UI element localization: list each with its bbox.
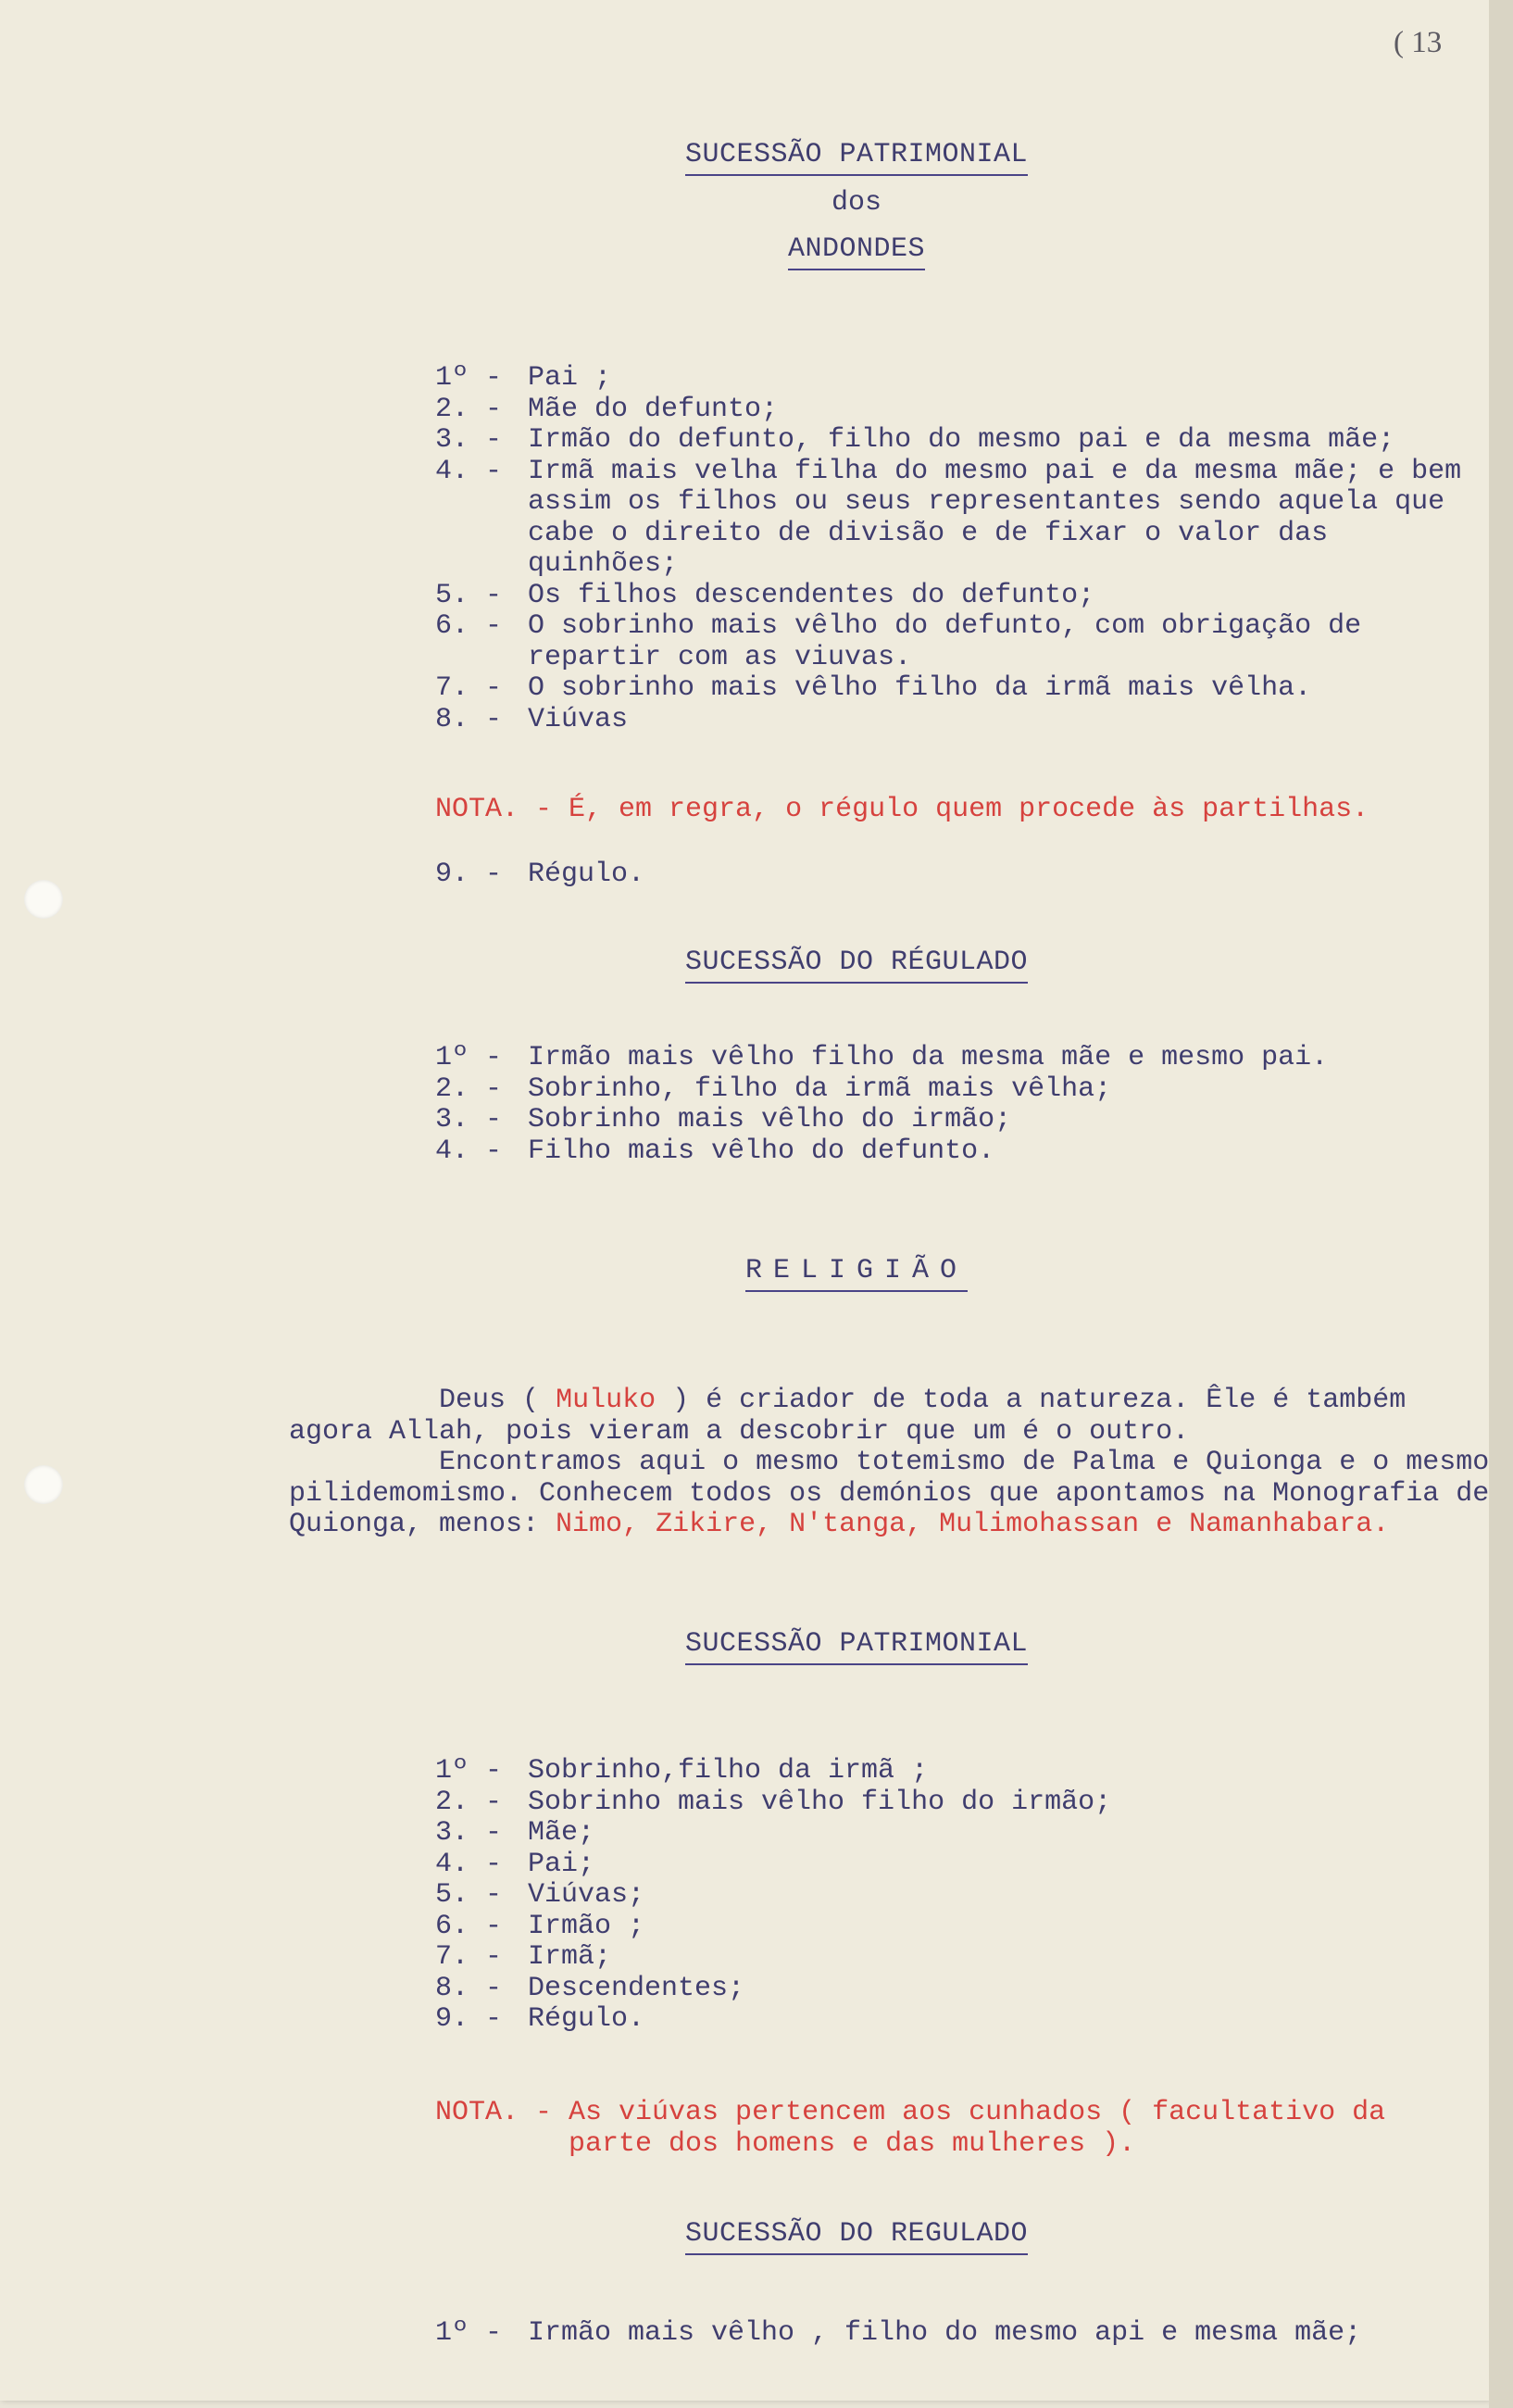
note-text: É, em regra, o régulo quem procede às partilhas. [569,794,1369,825]
list-item: 3. - Irmão do defunto, filho do mesmo pai e da mesma mãe; [435,424,1395,456]
section-title-andondes: ANDONDES [0,233,1513,265]
list-item: 7. - O sobrinho mais vêlho filho da irmã mais vêlha. [435,672,1312,704]
succession-list-item9 [435,859,1500,891]
note-viuvas [435,2098,1430,2160]
list-item: 1º - Sobrinho,filho da irmã ; [435,1755,929,1787]
punch-hole [24,880,63,919]
list-item: 3. - Sobrinho mais vêlho do irmão; [435,1104,1012,1135]
succession-list-regulado [435,1043,1500,1167]
note-text: As viúvas pertencem aos cunhados ( facultativo da parte dos homens e das mulheres ). [569,2097,1403,2160]
list-item: 6. - Irmão ; [435,1910,645,1942]
demons-list: Nimo, Zikire, N'tanga, Mulimohassan e Namanhabara. [556,1509,1390,1540]
page-number: ( 13 [1394,26,1443,59]
section-title-patrimonial-2: SUCESSÃO PATRIMONIAL [0,1628,1513,1660]
list-item: 5. - Os filhos descendentes do defunto; [435,579,1095,611]
punch-hole [24,1465,63,1504]
page-edge [1489,0,1513,2408]
list-item: 7. - Irmã; [435,1941,612,1973]
section-title-religiao: RELIGIÃO [0,1255,1513,1286]
list-item: 8. - Descendentes; [435,1972,745,2004]
note-partilhas [435,795,1448,826]
succession-list-patrimonial-2 [435,1756,1500,2036]
religion-paragraph-2: Encontramos aqui o mesmo totemismo de Palma e Quionga e o mesmo pilidemomismo. Conhecem todos os demónios que apontamos na Monografia de Quionga, menos: Nimo, Zikire, N'tanga, Mulimohassan e Namanhabara. [289,1447,1507,1540]
religion-paragraph-1: Deus ( Muluko ) é criador de toda a natureza. Êle é também agora Allah, pois vieram a descobrir que um é o outro. [289,1385,1423,1448]
note-label: NOTA. - [435,2097,569,2128]
list-item: 2. - Sobrinho, filho da irmã mais vêlha; [435,1072,1112,1105]
list-item: 1º - Pai ; [435,362,612,394]
list-item: 6. - O sobrinho mais vêlho do defunto, com obrigação de repartir com as viuvas. [435,610,1379,673]
list-item: 4. - Pai; [435,1848,595,1880]
list-item: 4. - Filho mais vêlho do defunto. [435,1135,995,1167]
list-item: 3. - Mãe; [435,1817,595,1849]
section-title-patrimonial: SUCESSÃO PATRIMONIAL [0,139,1513,170]
list-item: 9. - Régulo. [435,2003,645,2035]
list-item: 2. - Sobrinho mais vêlho filho do irmão; [435,1786,1112,1818]
list-item: 5. - Viúvas; [435,1879,645,1911]
succession-list-andondes [435,363,1500,735]
list-item: 4. - Irmã mais velha filha do mesmo pai e da mesma mãe; e bem assim os filhos ou seus representantes sendo aquela que cabe o direito de divisão e de fixar o valor das quinhões; [435,455,1479,580]
note-label: NOTA. - [435,794,569,825]
section-subtitle-dos: dos [831,187,882,219]
list-item: 9. - Régulo. [435,859,645,890]
muluko-term: Muluko [556,1385,656,1416]
list-item: 1º - Irmão mais vêlho filho da mesma mãe e mesmo pai. [435,1042,1329,1073]
section-title-regulado-2: SUCESSÃO DO REGULADO [0,2218,1513,2250]
list-item: 8. - Viúvas [435,703,629,735]
list-item: 1º - Irmão mais vêlho , filho do mesmo api e mesma mãe; [435,2317,1362,2349]
succession-list-regulado-2 [435,2318,1500,2350]
section-title-regulado: SUCESSÃO DO RÉGULADO [0,947,1513,978]
list-item: 2. - Mãe do defunto; [435,393,779,425]
